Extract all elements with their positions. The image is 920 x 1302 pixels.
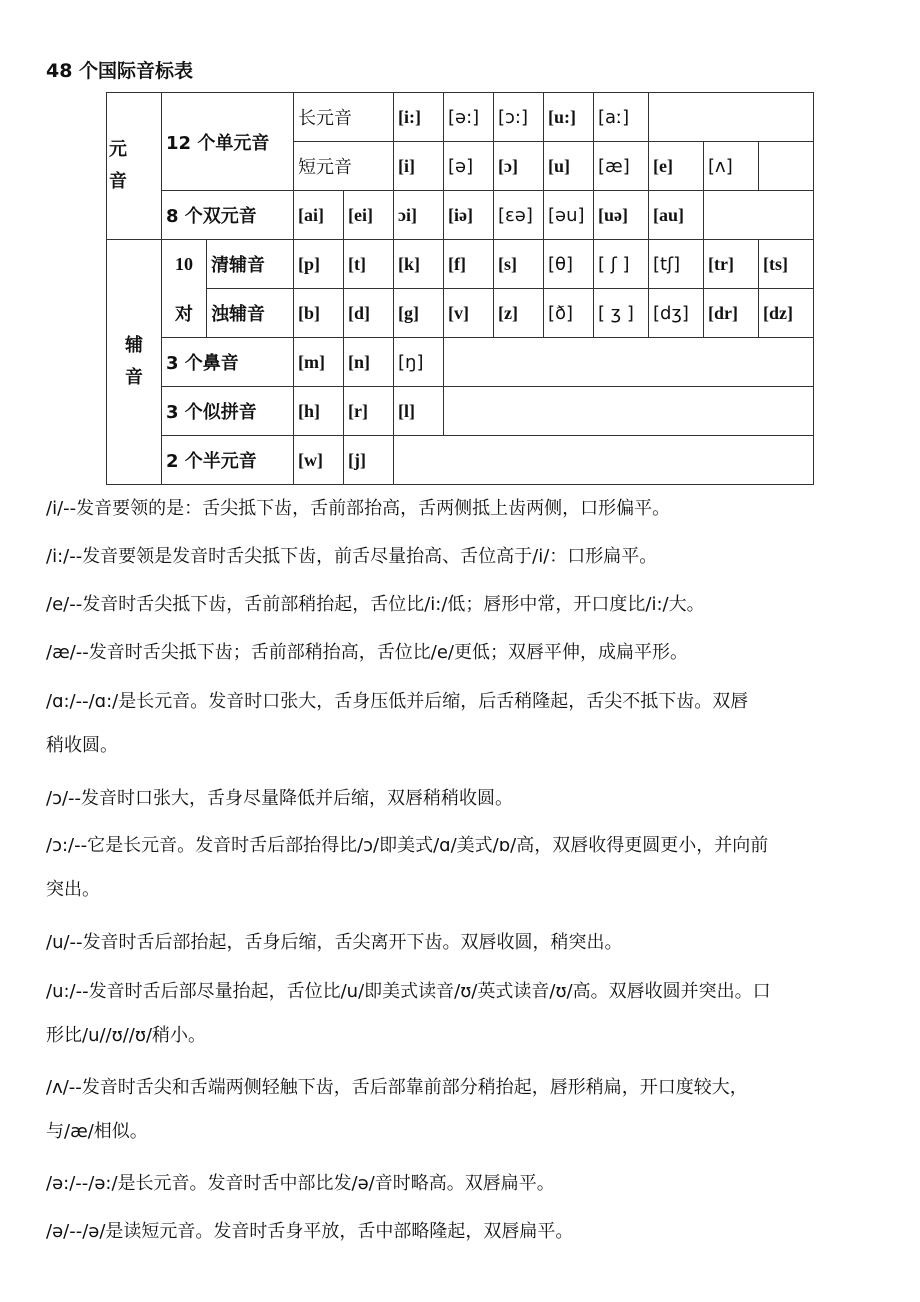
ipa-cell: [t]	[344, 240, 394, 289]
paragraph	[46, 692, 878, 756]
consonant-char-1: 辅	[125, 335, 143, 356]
paragraph-line: 稍收圆。	[46, 735, 118, 756]
voiced-label: 浊辅音	[207, 289, 294, 338]
paragraph-line: /u/--发音时舌后部抬起，舌身后缩，舌尖离开下齿。双唇收圆，稍突出。	[46, 932, 623, 953]
paragraph-line: /i/--发音要领的是：舌尖抵下齿，舌前部抬高，舌两侧抵上齿两侧，口形偏平。	[46, 498, 671, 519]
paragraph	[46, 789, 878, 809]
paragraph-line: /ɑ:/--/ɑ:/是长元音。发音时口张大，舌身压低并后缩，后舌稍隆起，舌尖不抵下齿。双唇	[46, 691, 749, 712]
long-vowel-label: 长元音	[294, 93, 394, 142]
vowel-group-cell	[107, 93, 162, 240]
ipa-cell: [iə]	[444, 191, 494, 240]
paragraph-line: /u:/--发音时舌后部尽量抬起，舌位比/u/即美式读音/ʊ/英式读音/ʊ/高。双唇收圆并突出。口	[46, 981, 771, 1002]
ipa-cell: [u]	[544, 142, 594, 191]
ipa-table	[106, 92, 814, 485]
paragraph	[46, 933, 878, 953]
empty-cell	[759, 142, 814, 191]
ipa-cell: [ ʃ ]	[594, 240, 649, 289]
paragraph-line: /i:/--发音要领是发音时舌尖抵下齿，前舌尽量抬高、舌位高于/i/：口形扁平。	[46, 546, 658, 567]
ipa-cell: [e]	[649, 142, 704, 191]
ipa-cell: [s]	[494, 240, 544, 289]
paragraph-line: /ə:/--/ə:/是长元音。发音时舌中部比发/ə/音时略高。双唇扁平。	[46, 1173, 555, 1194]
ipa-cell: [əu]	[544, 191, 594, 240]
ipa-cell: [ð]	[544, 289, 594, 338]
ipa-cell: [aː]	[594, 93, 649, 142]
paragraph-line: 突出。	[46, 879, 100, 900]
long-vowel-row	[107, 93, 814, 142]
paragraph	[46, 595, 878, 615]
ipa-cell: [ts]	[759, 240, 814, 289]
short-vowel-label: 短元音	[294, 142, 394, 191]
ipa-cell: [p]	[294, 240, 344, 289]
ipa-cell: [d]	[344, 289, 394, 338]
diphthong-label: 8 个双元音	[162, 191, 294, 240]
paragraph	[46, 643, 878, 663]
ipa-cell: [ai]	[294, 191, 344, 240]
paragraph-line: 与/æ/相似。	[46, 1121, 148, 1142]
ipa-cell: ɔi]	[394, 191, 444, 240]
ipa-cell: [uə]	[594, 191, 649, 240]
ipa-cell: [æ]	[594, 142, 649, 191]
ipa-cell: [dz]	[759, 289, 814, 338]
page-title: 48 个国际音标表	[46, 60, 194, 82]
nasal-label: 3 个鼻音	[162, 338, 294, 387]
paragraph	[46, 1078, 878, 1142]
ipa-cell: [θ]	[544, 240, 594, 289]
voiceless-label: 清辅音	[207, 240, 294, 289]
consonant-char-2: 音	[125, 367, 143, 388]
ipa-cell: [m]	[294, 338, 344, 387]
ipa-cell: [b]	[294, 289, 344, 338]
ipa-cell: [i]	[394, 142, 444, 191]
paragraph	[46, 547, 878, 567]
empty-cell	[649, 93, 814, 142]
semivowel-row	[107, 436, 814, 485]
pairs-char: 对	[162, 289, 207, 338]
vowel-char-2: 音	[109, 171, 127, 192]
lateral-label: 3 个似拼音	[162, 387, 294, 436]
paragraph-line: 形比/u//ʊ//ʊ/稍小。	[46, 1025, 207, 1046]
ipa-cell: [l]	[394, 387, 444, 436]
ipa-cell: [tr]	[704, 240, 759, 289]
ipa-cell: [ei]	[344, 191, 394, 240]
ipa-cell: [ʌ]	[704, 142, 759, 191]
ipa-cell: [i:]	[394, 93, 444, 142]
ipa-cell: [tʃ]	[649, 240, 704, 289]
paragraph-line: /æ/--发音时舌尖抵下齿；舌前部稍抬高，舌位比/e/更低；双唇平伸，成扁平形。	[46, 642, 688, 663]
ipa-cell: [ ʒ ]	[594, 289, 649, 338]
ipa-cell: [n]	[344, 338, 394, 387]
paragraph	[46, 836, 878, 900]
paragraph-line: /e/--发音时舌尖抵下齿，舌前部稍抬起，舌位比/i:/低；唇形中常，开口度比/i:/大。	[46, 594, 705, 615]
paragraph-line: /ʌ/--发音时舌尖和舌端两侧轻触下齿，舌后部靠前部分稍抬起，唇形稍扁，开口度较大，	[46, 1077, 748, 1098]
semivowel-label: 2 个半元音	[162, 436, 294, 485]
ipa-cell: [dʒ]	[649, 289, 704, 338]
ipa-cell: [ɛə]	[494, 191, 544, 240]
ipa-cell: [z]	[494, 289, 544, 338]
ipa-cell: [v]	[444, 289, 494, 338]
ipa-cell: [k]	[394, 240, 444, 289]
paragraph-line: /ɔ:/--它是长元音。发音时舌后部抬得比/ɔ/即美式/ɑ/美式/ɒ/高，双唇收得更圆更小，并向前	[46, 835, 769, 856]
ipa-cell: [h]	[294, 387, 344, 436]
voiceless-row	[107, 240, 814, 289]
ipa-cell: [ŋ]	[394, 338, 444, 387]
ipa-cell: [g]	[394, 289, 444, 338]
nasal-row	[107, 338, 814, 387]
ipa-cell: [ə]	[444, 142, 494, 191]
ipa-cell: [f]	[444, 240, 494, 289]
ipa-cell: [ə:]	[444, 93, 494, 142]
ipa-cell: [w]	[294, 436, 344, 485]
ipa-cell: [r]	[344, 387, 394, 436]
lateral-row	[107, 387, 814, 436]
empty-cell	[444, 338, 814, 387]
pairs-number: 10	[162, 240, 207, 289]
empty-cell	[704, 191, 814, 240]
ipa-cell: [j]	[344, 436, 394, 485]
voiced-row	[107, 289, 814, 338]
paragraph	[46, 1222, 878, 1242]
empty-cell	[394, 436, 814, 485]
paragraph	[46, 982, 878, 1046]
ipa-cell: [au]	[649, 191, 704, 240]
paragraph-line: /ə/--/ə/是读短元音。发音时舌身平放，舌中部略隆起，双唇扁平。	[46, 1221, 574, 1242]
mono-vowel-label: 12 个单元音	[162, 93, 294, 191]
empty-cell	[444, 387, 814, 436]
ipa-cell: [u:]	[544, 93, 594, 142]
consonant-group-cell	[107, 240, 162, 485]
ipa-cell: [ɔ]	[494, 142, 544, 191]
paragraph-line: /ɔ/--发音时口张大，舌身尽量降低并后缩，双唇稍稍收圆。	[46, 788, 514, 809]
paragraph	[46, 499, 878, 519]
ipa-cell: [ɔ:]	[494, 93, 544, 142]
paragraph	[46, 1174, 878, 1194]
vowel-char-1: 元	[109, 139, 127, 160]
diphthong-row	[107, 191, 814, 240]
ipa-cell: [dr]	[704, 289, 759, 338]
